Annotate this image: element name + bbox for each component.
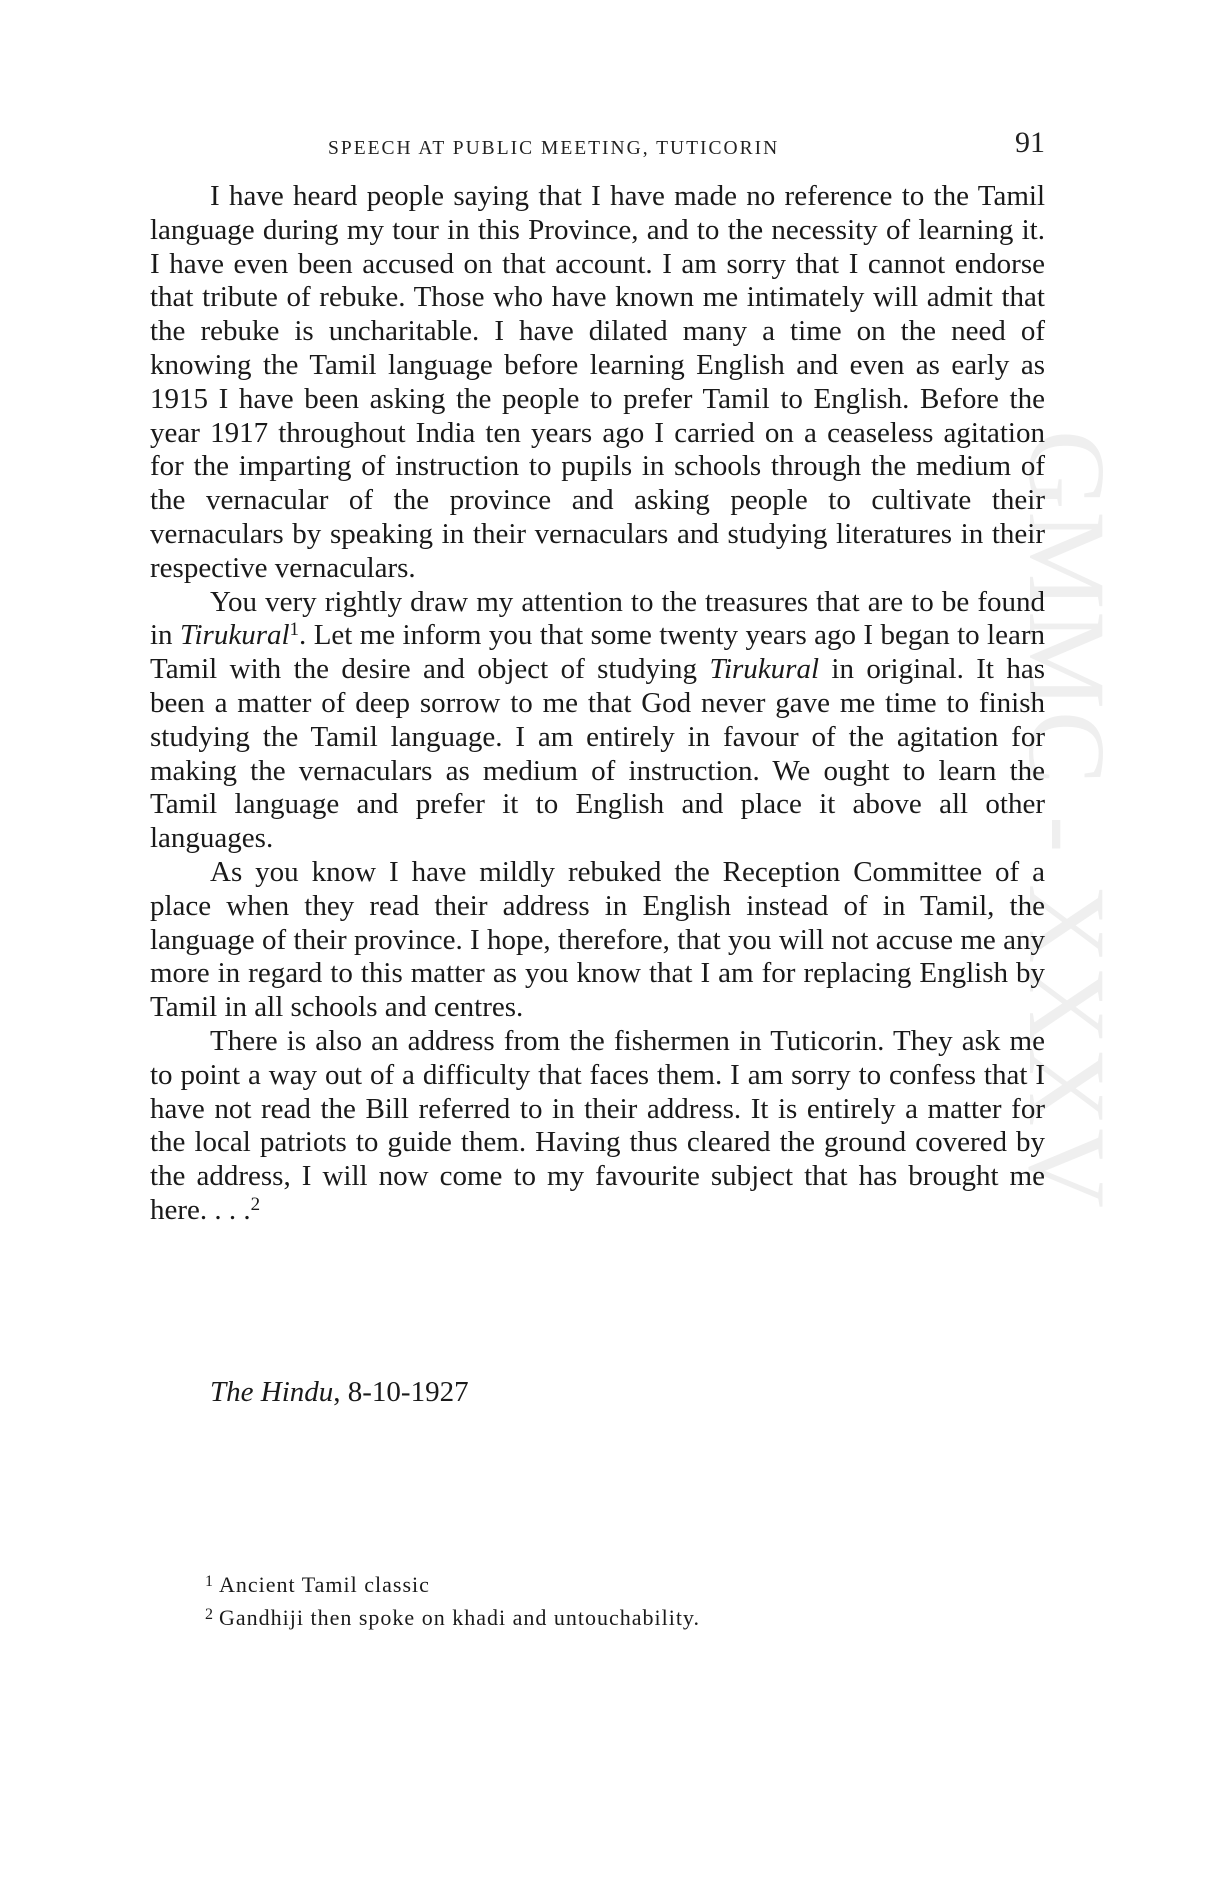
paragraph-text: . Let me inform you that some twenty years ago I began to learn Tamil with the desire and object of studying [150,619,1045,686]
source-publication: The Hindu [210,1376,334,1408]
running-title: SPEECH AT PUBLIC MEETING, TUTICORIN [328,138,780,159]
paragraph-text: You very rightly draw my attention to the treasures that are to be found in [150,585,1045,652]
footnote-text: Gandhiji then spoke on khadi and untouchability. [219,1605,700,1630]
footnote [205,1600,700,1633]
italic-title: Tirukural [179,619,290,652]
italic-title: Tirukural [709,653,820,686]
footnote-ref: 2 [250,1193,261,1215]
paragraph-text: There is also an address from the fishermen in Tuticorin. They ask me to point a way out of a difficulty that faces them. I am sorry to confess that I have not read the Bill referred to in their address. It is entirely a matter for the local patriots to guide them. Having thus cleared the ground covered by the address, I will now come to my favourite subject that has brought me here. . . . [150,1024,1045,1226]
paragraph-text: in original. It has been a matter of deep sorrow to me that God never gave me time to finish studying the Tamil language. I am entirely in favour of the agitation for making the vernaculars as medium of instruction. We ought to learn the Tamil language and prefer it to English and place it above all other languages. [150,653,1045,855]
paragraph [150,1025,1045,1228]
footnotes [205,1567,700,1633]
paragraph [150,180,1045,586]
running-head [150,126,1045,166]
source-citation [210,1376,469,1409]
footnote-mark: 2 [205,1606,213,1623]
page-number: 91 [1015,126,1045,159]
paragraph-text: As you know I have mildly rebuked the Reception Committee of a place when they read their address in English instead of in Tamil, the language of their province. I hope, therefore, that you will not accuse me any more in regard to this matter as you know that I am for replacing English by Tamil in all schools and centres. [150,855,1045,1024]
paragraph [150,856,1045,1025]
footnote [205,1567,700,1600]
paragraph [150,586,1045,856]
body-text [150,180,1045,1228]
watermark: GMMC - XXXV [1006,430,1128,1210]
footnote-mark: 1 [205,1573,213,1590]
footnote-ref: 1 [289,619,300,641]
source-date: , 8-10-1927 [333,1376,469,1408]
paragraph-text: I have heard people saying that I have made no reference to the Tamil language during my tour in this Province, and to the necessity of learning it. I have even been accused on that account. I am sorry that I cannot endorse that tribute of rebuke. Those who have known me intimately will admit that the rebuke is uncharitable. I have dilated many a time on the need of knowing the Tamil language before learning English and even as early as 1915 I have been asking the people to prefer Tamil to English. Before the year 1917 throughout India ten years ago I carried on a ceaseless agitation for the imparting of instruction to pupils in schools through the medium of the vernacular of the province and asking people to cultivate their vernaculars by speaking in their vernaculars and studying literatures in their respective vernaculars. [150,180,1045,584]
footnote-text: Ancient Tamil classic [219,1572,430,1597]
